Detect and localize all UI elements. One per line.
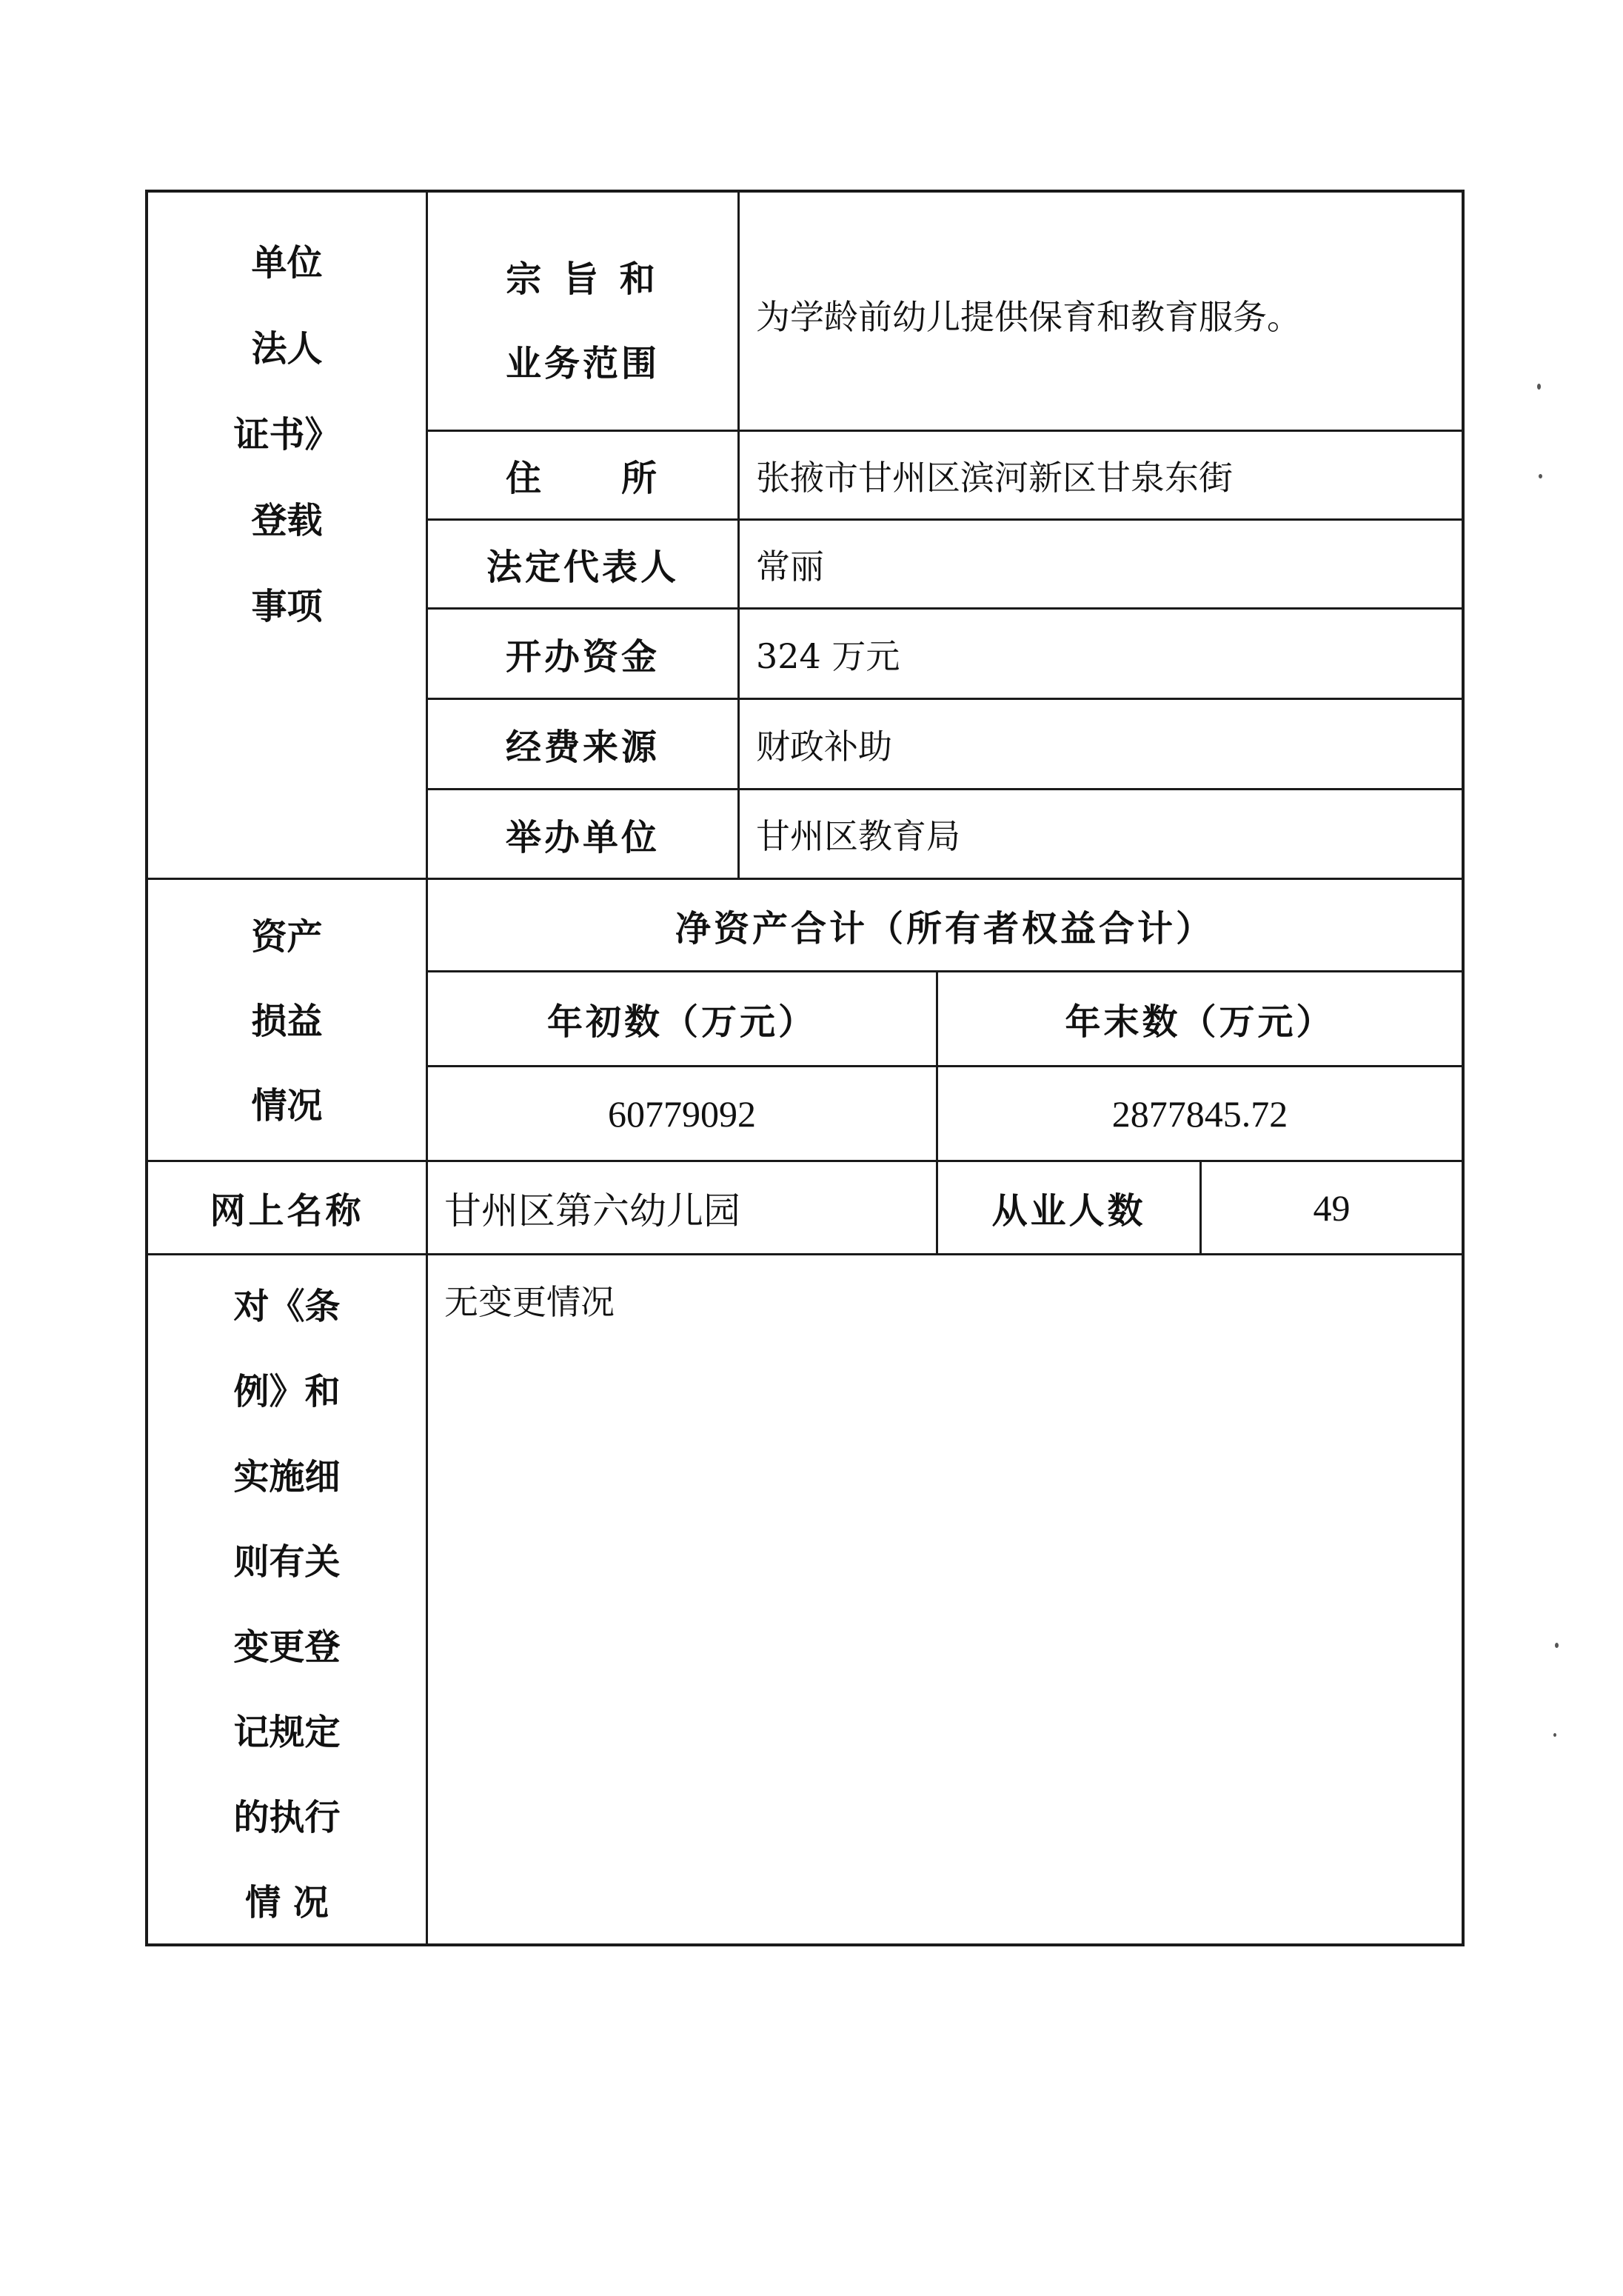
address-value: 张掖市甘州区滨河新区甘泉东街 — [756, 457, 1233, 498]
purpose-label-line: 宗 旨 和 — [506, 258, 660, 300]
sponsor-label: 举办单位 — [505, 816, 660, 858]
legal-rep-value: 常丽 — [756, 546, 824, 587]
side-label-line: 单位 — [251, 242, 323, 284]
side-label-line: 变更登 — [233, 1626, 341, 1668]
purpose-value: 为学龄前幼儿提供保育和教育服务。 — [756, 297, 1301, 337]
purpose-label-line: 业务范围 — [505, 343, 660, 384]
side-label-line: 则有关 — [233, 1541, 341, 1583]
side-label-line: 资产 — [251, 916, 323, 958]
side-label-line: 情况 — [251, 1085, 323, 1127]
side-label-line: 例》和 — [233, 1371, 341, 1412]
sponsor-value: 甘州区教育局 — [756, 816, 960, 856]
side-label-line: 事项 — [251, 586, 323, 627]
side-label-line: 的执行 — [233, 1797, 341, 1838]
compliance-side-label — [148, 1255, 426, 1943]
side-label-line: 情 况 — [245, 1882, 329, 1923]
side-label-line: 损益 — [251, 1001, 323, 1042]
funds-value: 324 万元 — [756, 635, 900, 676]
table-border-bottom — [145, 1943, 1465, 1946]
net-assets-header: 净资产合计（所有者权益合计） — [675, 907, 1214, 950]
staff-value: 49 — [1313, 1187, 1351, 1229]
table-border-right — [1462, 190, 1465, 1946]
online-name-value: 甘州区第六幼儿园 — [444, 1189, 740, 1232]
online-name-label: 网上名称 — [210, 1190, 364, 1232]
side-label-line: 登载 — [251, 500, 323, 541]
purpose-label — [428, 193, 737, 430]
scan-speck — [1555, 1643, 1559, 1648]
funding-source-value: 财政补助 — [756, 726, 892, 767]
side-label-line: 实施细 — [233, 1456, 341, 1498]
side-label-line: 证书》 — [233, 414, 341, 455]
end-header: 年末数（万元） — [1065, 1001, 1335, 1043]
side-label-line: 对《条 — [233, 1286, 341, 1327]
scan-speck — [1539, 474, 1542, 478]
funds-label: 开办资金 — [505, 636, 660, 678]
registration-side-label — [148, 190, 426, 634]
address-label: 住 所 — [505, 458, 660, 499]
funding-source-label: 经费来源 — [505, 727, 660, 768]
staff-label: 从业人数 — [991, 1190, 1146, 1232]
begin-value: 60779092 — [608, 1092, 756, 1135]
end-value: 2877845.72 — [1111, 1092, 1288, 1135]
begin-header: 年初数（万元） — [546, 1001, 817, 1043]
assets-side-label — [148, 880, 426, 1160]
scan-speck — [1537, 384, 1541, 390]
legal-rep-label: 法定代表人 — [486, 547, 679, 588]
side-label-line: 记规定 — [233, 1712, 341, 1753]
compliance-value: 无变更情况 — [444, 1282, 615, 1322]
scan-speck — [1553, 1733, 1556, 1737]
side-label-line: 法人 — [251, 328, 323, 370]
